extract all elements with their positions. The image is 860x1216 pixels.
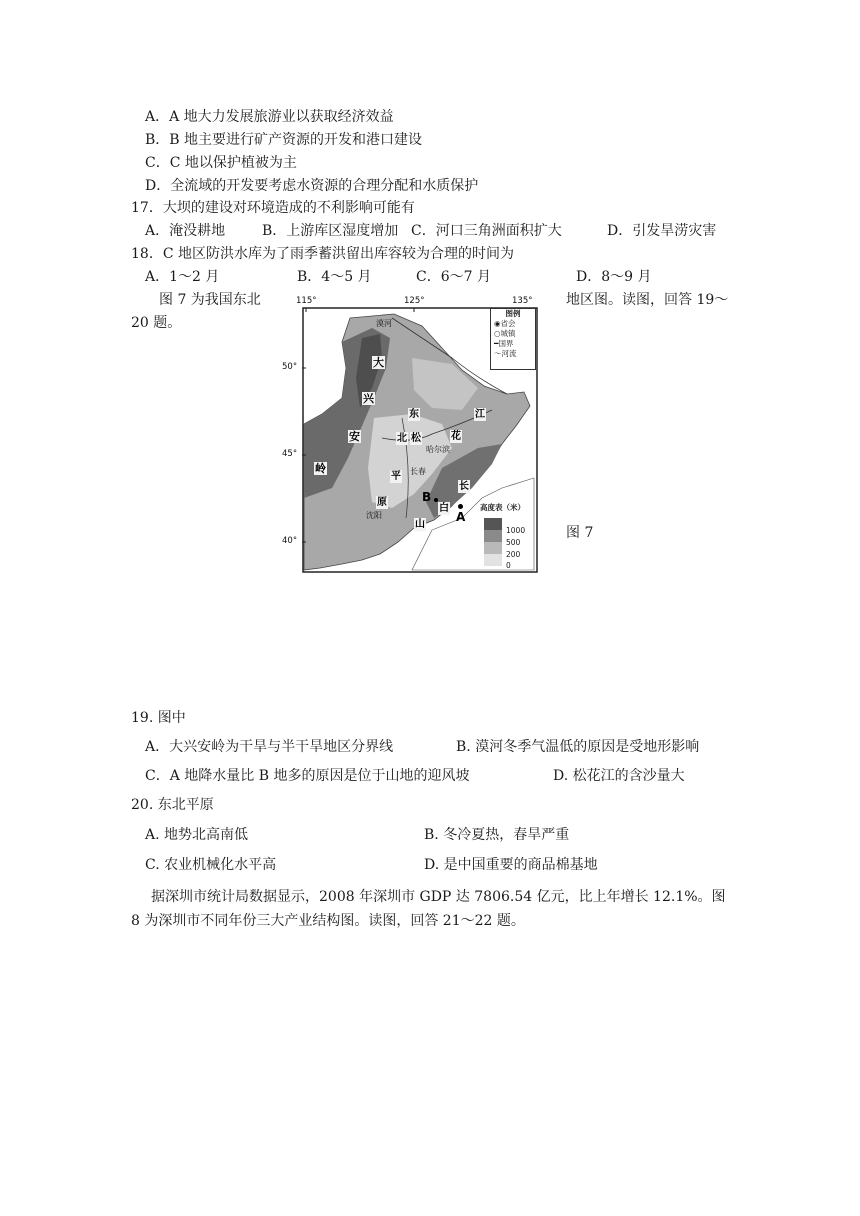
q18-option-d: D．8～9 月 — [576, 269, 652, 285]
label-jiang: 江 — [475, 409, 485, 420]
q20-option-b: B. 冬冷夏热，春旱严重 — [424, 827, 570, 843]
q20-stem: 20. 东北平原 — [131, 797, 214, 813]
q17-option-b: B．上游库区湿度增加 — [262, 223, 399, 239]
city-mohe: 漠河 — [376, 319, 392, 328]
q17-option-d: D．引发旱涝灾害 — [607, 223, 717, 239]
lat-tick-40: 40° — [282, 536, 298, 546]
elev-swatch-0 — [484, 554, 502, 566]
label-yuan: 原 — [377, 497, 387, 508]
q17-option-c: C．河口三角洲面积扩大 — [411, 223, 562, 239]
q16-option-d: D．全流域的开发要考虑水资源的合理分配和水质保护 — [145, 178, 479, 194]
city-changchun: 长春 — [410, 467, 426, 476]
lon-tick-125: 125° — [404, 296, 425, 306]
q18-option-b: B．4～5 月 — [297, 269, 372, 285]
label-da: 大 — [373, 356, 384, 369]
fig8-intro-line2: 8 为深圳市不同年份三大产业结构图。读图，回答 21～22 题。 — [131, 913, 525, 929]
label-hua: 花 — [451, 431, 461, 442]
legend-item-capital: ◉省会 — [494, 319, 516, 328]
legend-item-border: ━国界 — [494, 339, 514, 348]
label-ling: 岭 — [315, 462, 326, 475]
q17-stem: 17．大坝的建设对环境造成的不利影响可能有 — [131, 200, 415, 216]
label-ping: 平 — [391, 471, 401, 482]
elev-swatch-200 — [484, 542, 502, 554]
elev-0: 0 — [506, 561, 511, 570]
q16-option-b: B．B 地主要进行矿产资源的开发和港口建设 — [145, 132, 423, 148]
elev-1000: 1000 — [506, 526, 526, 535]
label-bai: 白 — [439, 503, 449, 514]
elevation-scale — [480, 502, 536, 572]
label-shan: 山 — [415, 519, 425, 530]
q19-option-c: C．A 地降水量比 B 地多的原因是位于山地的迎风坡 — [145, 768, 470, 784]
label-an: 安 — [349, 430, 360, 443]
elev-200: 200 — [506, 550, 521, 559]
fig7-intro-right: 地区图。读图，回答 19～ — [566, 292, 729, 308]
northeast-china-map — [282, 296, 538, 574]
point-a-dot — [458, 504, 463, 509]
fig7-intro-cont: 20 题。 — [131, 315, 182, 331]
q19-option-a: A．大兴安岭为干旱与半干旱地区分界线 — [145, 739, 394, 755]
q20-option-a: A. 地势北高南低 — [145, 827, 249, 843]
q18-option-c: C．6～7 月 — [416, 269, 491, 285]
lon-tick-115: 115° — [296, 296, 317, 306]
q19-stem: 19. 图中 — [131, 710, 186, 726]
legend-item-town: ○城镇 — [494, 329, 516, 338]
q18-option-a: A．1～2 月 — [145, 269, 220, 285]
city-harbin: 哈尔滨 — [426, 445, 450, 454]
q19-option-d: D. 松花江的含沙量大 — [553, 768, 685, 784]
q20-option-d: D. 是中国重要的商品棉基地 — [424, 857, 598, 873]
elev-500: 500 — [506, 538, 521, 547]
point-a: A — [456, 510, 466, 524]
fig7-caption: 图 7 — [566, 525, 594, 541]
lat-tick-45: 45° — [282, 449, 298, 459]
q16-option-c: C．C 地以保护植被为主 — [145, 155, 297, 171]
point-b: B — [422, 490, 432, 504]
elevation-title: 高度表（米） — [480, 503, 525, 512]
lat-tick-50: 50° — [282, 362, 298, 372]
label-dong: 东 — [409, 409, 419, 420]
q17-option-a: A．淹没耕地 — [145, 223, 226, 239]
map-legend — [490, 308, 536, 370]
elev-swatch-1000 — [484, 518, 502, 530]
label-song: 松 — [411, 433, 421, 444]
legend-item-river: 〜河流 — [494, 349, 517, 358]
city-shenyang: 沈阳 — [366, 511, 382, 520]
label-chang: 长 — [459, 481, 469, 492]
q18-stem: 18．C 地区防洪水库为了雨季蓄洪留出库容较为合理的时间为 — [131, 246, 514, 262]
q19-option-b: B. 漠河冬季气温低的原因是受地形影响 — [456, 739, 700, 755]
point-b-dot — [434, 498, 438, 502]
legend-title: 图例 — [505, 309, 521, 318]
fig7-intro-left: 图 7 为我国东北 — [159, 292, 261, 308]
fig8-intro-line1: 据深圳市统计局数据显示，2008 年深圳市 GDP 达 7806.54 亿元，比上年增长 12.1%。图 — [151, 889, 726, 905]
label-xing: 兴 — [363, 392, 374, 405]
elev-swatch-500 — [484, 530, 502, 542]
lon-tick-135: 135° — [512, 296, 533, 306]
q20-option-c: C. 农业机械化水平高 — [145, 857, 277, 873]
q16-option-a: A．A 地大力发展旅游业以获取经济效益 — [145, 109, 394, 125]
label-bei: 北 — [397, 433, 407, 444]
